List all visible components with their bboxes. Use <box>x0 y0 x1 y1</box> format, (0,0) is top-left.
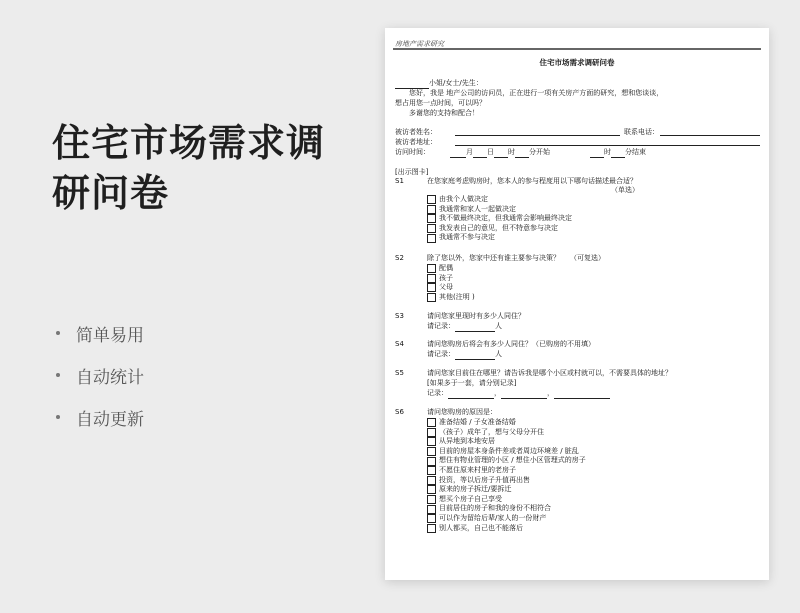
s1-number: S1 <box>395 177 404 185</box>
checkbox[interactable] <box>427 466 436 475</box>
checkbox[interactable] <box>427 485 436 494</box>
s5-blank-1[interactable] <box>448 390 494 399</box>
s2-options <box>427 264 475 302</box>
option-item[interactable]: 目前的房屋本身条件差或者周边环境差 / 脏乱 <box>427 447 586 457</box>
intro-line-3: 多谢您的支持和配合！ <box>409 109 479 117</box>
s4-record: 请记录： 人 <box>427 350 502 358</box>
option-item[interactable]: 我通常不参与决定 <box>427 233 572 243</box>
option-item[interactable]: 目前居住的房子和我的身份不相符合 <box>427 504 586 514</box>
s6-number: S6 <box>395 408 404 416</box>
s1-note: （单选） <box>611 186 639 194</box>
s4-number: S4 <box>395 340 404 348</box>
s3-number: S3 <box>395 312 404 320</box>
s3-record: 请记录： 人 <box>427 322 502 330</box>
card-note: [出示图卡] <box>395 168 429 176</box>
s4-blank[interactable] <box>455 351 495 360</box>
checkbox[interactable] <box>427 224 436 233</box>
address-field[interactable] <box>455 145 760 146</box>
option-item[interactable]: 想买个房子自己享受 <box>427 495 586 505</box>
option-item[interactable]: 我不做最终决定，但我通常会影响最终决定 <box>427 214 572 224</box>
greeting-line <box>395 79 483 89</box>
bullet-icon <box>56 373 60 377</box>
start-label: 分开始 <box>529 148 550 156</box>
checkbox[interactable] <box>427 505 436 514</box>
checkbox[interactable] <box>427 447 436 456</box>
s1-options <box>427 195 572 243</box>
name-blank[interactable] <box>395 80 429 89</box>
name-label: 被访者姓名： <box>395 128 437 136</box>
phone-field[interactable] <box>660 135 760 136</box>
option-item[interactable]: 别人都买，自己也不能落后 <box>427 524 586 534</box>
feature-list <box>56 312 144 438</box>
name-field[interactable] <box>455 135 620 136</box>
day-blank[interactable] <box>473 149 487 158</box>
option-item[interactable]: 可以作为留给后辈/家人的一份财产 <box>427 514 586 524</box>
checkbox[interactable] <box>427 524 436 533</box>
checkbox[interactable] <box>427 283 436 292</box>
s5-blank-3[interactable] <box>554 390 610 399</box>
s5-record: 记录： ， ， <box>427 389 610 399</box>
bullet-icon <box>56 331 60 335</box>
end-hour-label: 时 <box>604 148 611 156</box>
option-item[interactable]: 其他(注明 ) <box>427 293 475 303</box>
time-label: 访问时间： <box>395 148 430 156</box>
greeting-text: 小姐/女士/先生： <box>429 79 483 87</box>
checkbox[interactable] <box>427 234 436 243</box>
checkbox[interactable] <box>427 205 436 214</box>
intro-line-2: 想占用您一点时间，可以吗？ <box>395 99 486 107</box>
option-item[interactable]: 不愿住原来村里的老房子 <box>427 466 586 476</box>
s5-number: S5 <box>395 369 404 377</box>
checkbox[interactable] <box>427 274 436 283</box>
hour-blank[interactable] <box>494 149 508 158</box>
doc-title: 住宅市场需求调研问卷 <box>539 58 615 67</box>
intro-line-1: 您好，我是 地产公司的访问员，正在进行一项有关房产方面的研究，想和您谈谈， <box>409 89 664 97</box>
s3-question: 请问您家里现时有多少人同住？ <box>427 312 525 320</box>
feature-item <box>56 354 144 396</box>
s2-question: 除了您以外，您家中还有谁主要参与决策？ （可复选） <box>427 254 605 262</box>
s4-question: 请问您购房后将会有多少人同住？（已购房的不用填） <box>427 340 595 348</box>
option-item[interactable]: 父母 <box>427 283 475 293</box>
option-item[interactable]: 投资，等以后房子升值再出售 <box>427 476 586 486</box>
s6-options <box>427 418 586 533</box>
header-rule <box>393 48 761 50</box>
feature-label: 简单易用 <box>76 325 144 346</box>
checkbox[interactable] <box>427 418 436 427</box>
s2-number: S2 <box>395 254 404 262</box>
phone-label: 联系电话： <box>624 128 659 136</box>
checkbox[interactable] <box>427 476 436 485</box>
s1-question: 在您家庭考虑购房时，您本人的参与程度用以下哪句话描述最合适？ <box>427 177 637 185</box>
feature-item <box>56 312 144 354</box>
checkbox[interactable] <box>427 428 436 437</box>
checkbox[interactable] <box>427 214 436 223</box>
month-blank[interactable] <box>450 149 466 158</box>
feature-item <box>56 396 144 438</box>
time-row <box>395 148 646 158</box>
option-item[interactable]: （孩子）成年了，想与父母分开住 <box>427 428 586 438</box>
checkbox[interactable] <box>427 514 436 523</box>
end-minute-blank[interactable] <box>611 149 625 158</box>
checkbox[interactable] <box>427 264 436 273</box>
s3-blank[interactable] <box>455 323 495 332</box>
address-label: 被访者地址： <box>395 138 437 146</box>
slide-title-line-1: 住宅市场需求调 <box>52 121 326 165</box>
bullet-icon <box>56 415 60 419</box>
option-item[interactable]: 我通常和家人一起做决定 <box>427 205 572 215</box>
slide-title <box>52 118 325 218</box>
checkbox[interactable] <box>427 437 436 446</box>
doc-header: 房地产需求研究 <box>395 40 444 48</box>
option-item[interactable]: 孩子 <box>427 274 475 284</box>
end-hour-blank[interactable] <box>590 149 604 158</box>
s5-instruction: [如果多于一套，请分别记录] <box>427 379 517 387</box>
feature-label: 自动更新 <box>76 409 144 430</box>
option-item[interactable]: 配偶 <box>427 264 475 274</box>
s6-question: 请问您购房的原因是： <box>427 408 497 416</box>
option-item[interactable]: 准备结婚 / 子女准备结婚 <box>427 418 586 428</box>
s5-blank-2[interactable] <box>501 390 547 399</box>
s5-question: 请问您家目前住在哪里？请告诉我是哪个小区或村就可以，不需要具体的地址？ <box>427 369 672 377</box>
checkbox[interactable] <box>427 457 436 466</box>
option-item[interactable]: 从异地到本地安居 <box>427 437 586 447</box>
minute-blank[interactable] <box>515 149 529 158</box>
questionnaire-page <box>385 28 769 580</box>
day-label: 日 <box>487 148 494 156</box>
month-label: 月 <box>466 148 473 156</box>
end-label: 分结束 <box>625 148 646 156</box>
hour-label: 时 <box>508 148 515 156</box>
option-item[interactable]: 原来的房子拆迁/要拆迁 <box>427 485 586 495</box>
option-item[interactable]: 想住有物业管理的小区 / 想住小区管理式的房子 <box>427 456 586 466</box>
option-item[interactable]: 由我个人做决定 <box>427 195 572 205</box>
checkbox[interactable] <box>427 495 436 504</box>
option-item[interactable]: 我发表自己的意见，但不特意参与决定 <box>427 224 572 234</box>
checkbox[interactable] <box>427 195 436 204</box>
slide-title-line-2: 研问卷 <box>52 171 170 215</box>
checkbox[interactable] <box>427 293 436 302</box>
feature-label: 自动统计 <box>76 367 144 388</box>
